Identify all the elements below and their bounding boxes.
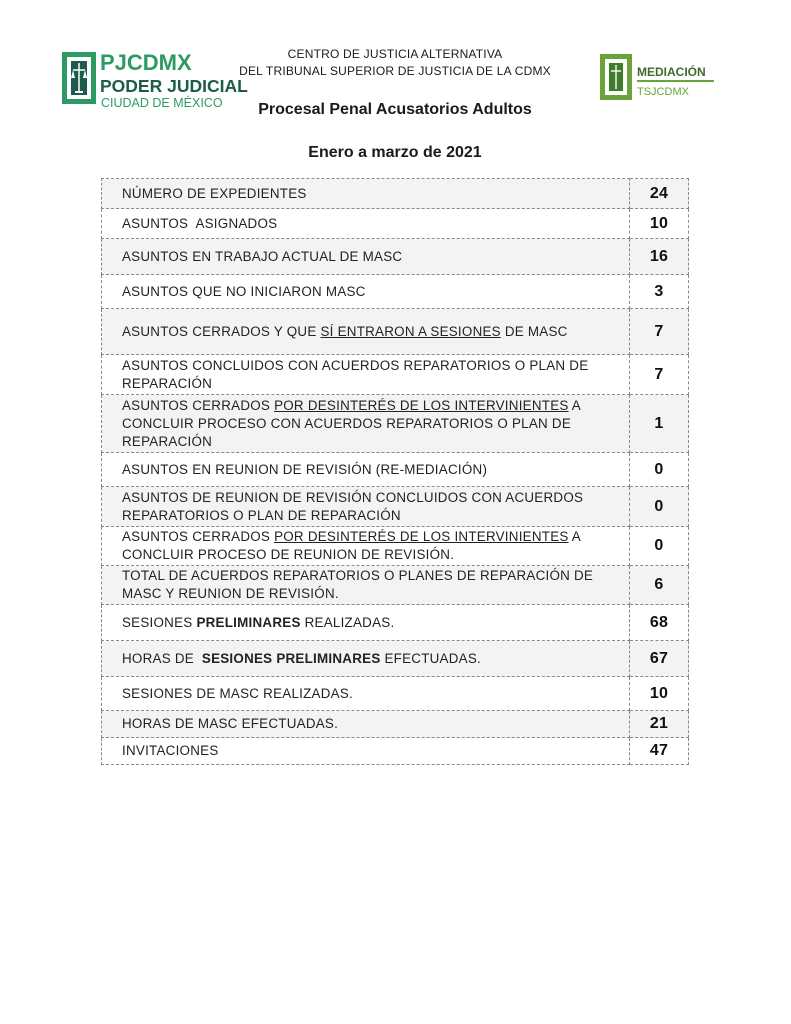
period-title: Enero a marzo de 2021 [308, 144, 482, 161]
table-row [102, 605, 689, 641]
row-value: 24 [630, 179, 689, 209]
row-label: ASUNTOS CERRADOS POR DESINTERÉS DE LOS INTERVINIENTES A CONCLUIR PROCESO CON ACUERDOS REPARATORIOS O PLAN DE REPARACIÓN [102, 395, 630, 453]
row-value: 0 [630, 487, 689, 527]
row-label: NÚMERO DE EXPEDIENTES [102, 179, 630, 209]
mediacion-logo [598, 52, 716, 104]
row-value: 3 [630, 275, 689, 309]
row-value: 21 [630, 711, 689, 738]
table-row [102, 527, 689, 566]
row-label: ASUNTOS CONCLUIDOS CON ACUERDOS REPARATORIOS O PLAN DE REPARACIÓN [102, 355, 630, 395]
table-row [102, 677, 689, 711]
row-label: HORAS DE SESIONES PRELIMINARES EFECTUADAS. [102, 641, 630, 677]
row-value: 7 [630, 355, 689, 395]
row-label: HORAS DE MASC EFECTUADAS. [102, 711, 630, 738]
table-row [102, 487, 689, 527]
logo-text-mediacion: MEDIACIÓN [637, 65, 706, 79]
row-value: 6 [630, 566, 689, 605]
page-title: Procesal Penal Acusatorios Adultos [258, 101, 532, 118]
row-label: ASUNTOS ASIGNADOS [102, 209, 630, 239]
mediacion-emblem-icon [600, 54, 632, 100]
table-row [102, 641, 689, 677]
header-institution: CENTRO DE JUSTICIA ALTERNATIVA [287, 47, 503, 61]
table-row [102, 239, 689, 275]
logo-text-pjcdmx: PJCDMX [100, 50, 192, 75]
row-value: 1 [630, 395, 689, 453]
row-value: 68 [630, 605, 689, 641]
row-value: 7 [630, 309, 689, 355]
row-value: 47 [630, 738, 689, 765]
header-tribunal: DEL TRIBUNAL SUPERIOR DE JUSTICIA DE LA CDMX [239, 64, 551, 78]
row-label: ASUNTOS DE REUNION DE REVISIÓN CONCLUIDOS CON ACUERDOS REPARATORIOS O PLAN DE REPARACIÓN [102, 487, 630, 527]
logo-text-ciudad: CIUDAD DE MÉXICO [101, 96, 223, 110]
table-row [102, 566, 689, 605]
table-row [102, 711, 689, 738]
pjcdmx-emblem-icon [62, 52, 96, 104]
row-value: 0 [630, 527, 689, 566]
row-value: 10 [630, 677, 689, 711]
row-label: ASUNTOS EN REUNION DE REVISIÓN (RE-MEDIACIÓN) [102, 453, 630, 487]
row-label: ASUNTOS QUE NO INICIARON MASC [102, 275, 630, 309]
table-row [102, 275, 689, 309]
table-row [102, 179, 689, 209]
row-label: INVITACIONES [102, 738, 630, 765]
row-value: 10 [630, 209, 689, 239]
table-row [102, 309, 689, 355]
row-label: ASUNTOS CERRADOS Y QUE SÍ ENTRARON A SESIONES DE MASC [102, 309, 630, 355]
table-row [102, 209, 689, 239]
row-label: SESIONES DE MASC REALIZADAS. [102, 677, 630, 711]
table-row [102, 355, 689, 395]
row-value: 0 [630, 453, 689, 487]
row-label: SESIONES PRELIMINARES REALIZADAS. [102, 605, 630, 641]
row-label: ASUNTOS EN TRABAJO ACTUAL DE MASC [102, 239, 630, 275]
row-label: ASUNTOS CERRADOS POR DESINTERÉS DE LOS INTERVINIENTES A CONCLUIR PROCESO DE REUNION DE REVISIÓN. [102, 527, 630, 566]
table-row [102, 453, 689, 487]
logo-text-poder-judicial: PODER JUDICIAL [100, 76, 248, 96]
row-value: 16 [630, 239, 689, 275]
table-row [102, 738, 689, 765]
row-value: 67 [630, 641, 689, 677]
logo-text-tsjcdmx: TSJCDMX [637, 86, 689, 98]
statistics-table [101, 178, 689, 765]
row-label: TOTAL DE ACUERDOS REPARATORIOS O PLANES DE REPARACIÓN DE MASC Y REUNION DE REVISIÓN. [102, 566, 630, 605]
table-row [102, 395, 689, 453]
